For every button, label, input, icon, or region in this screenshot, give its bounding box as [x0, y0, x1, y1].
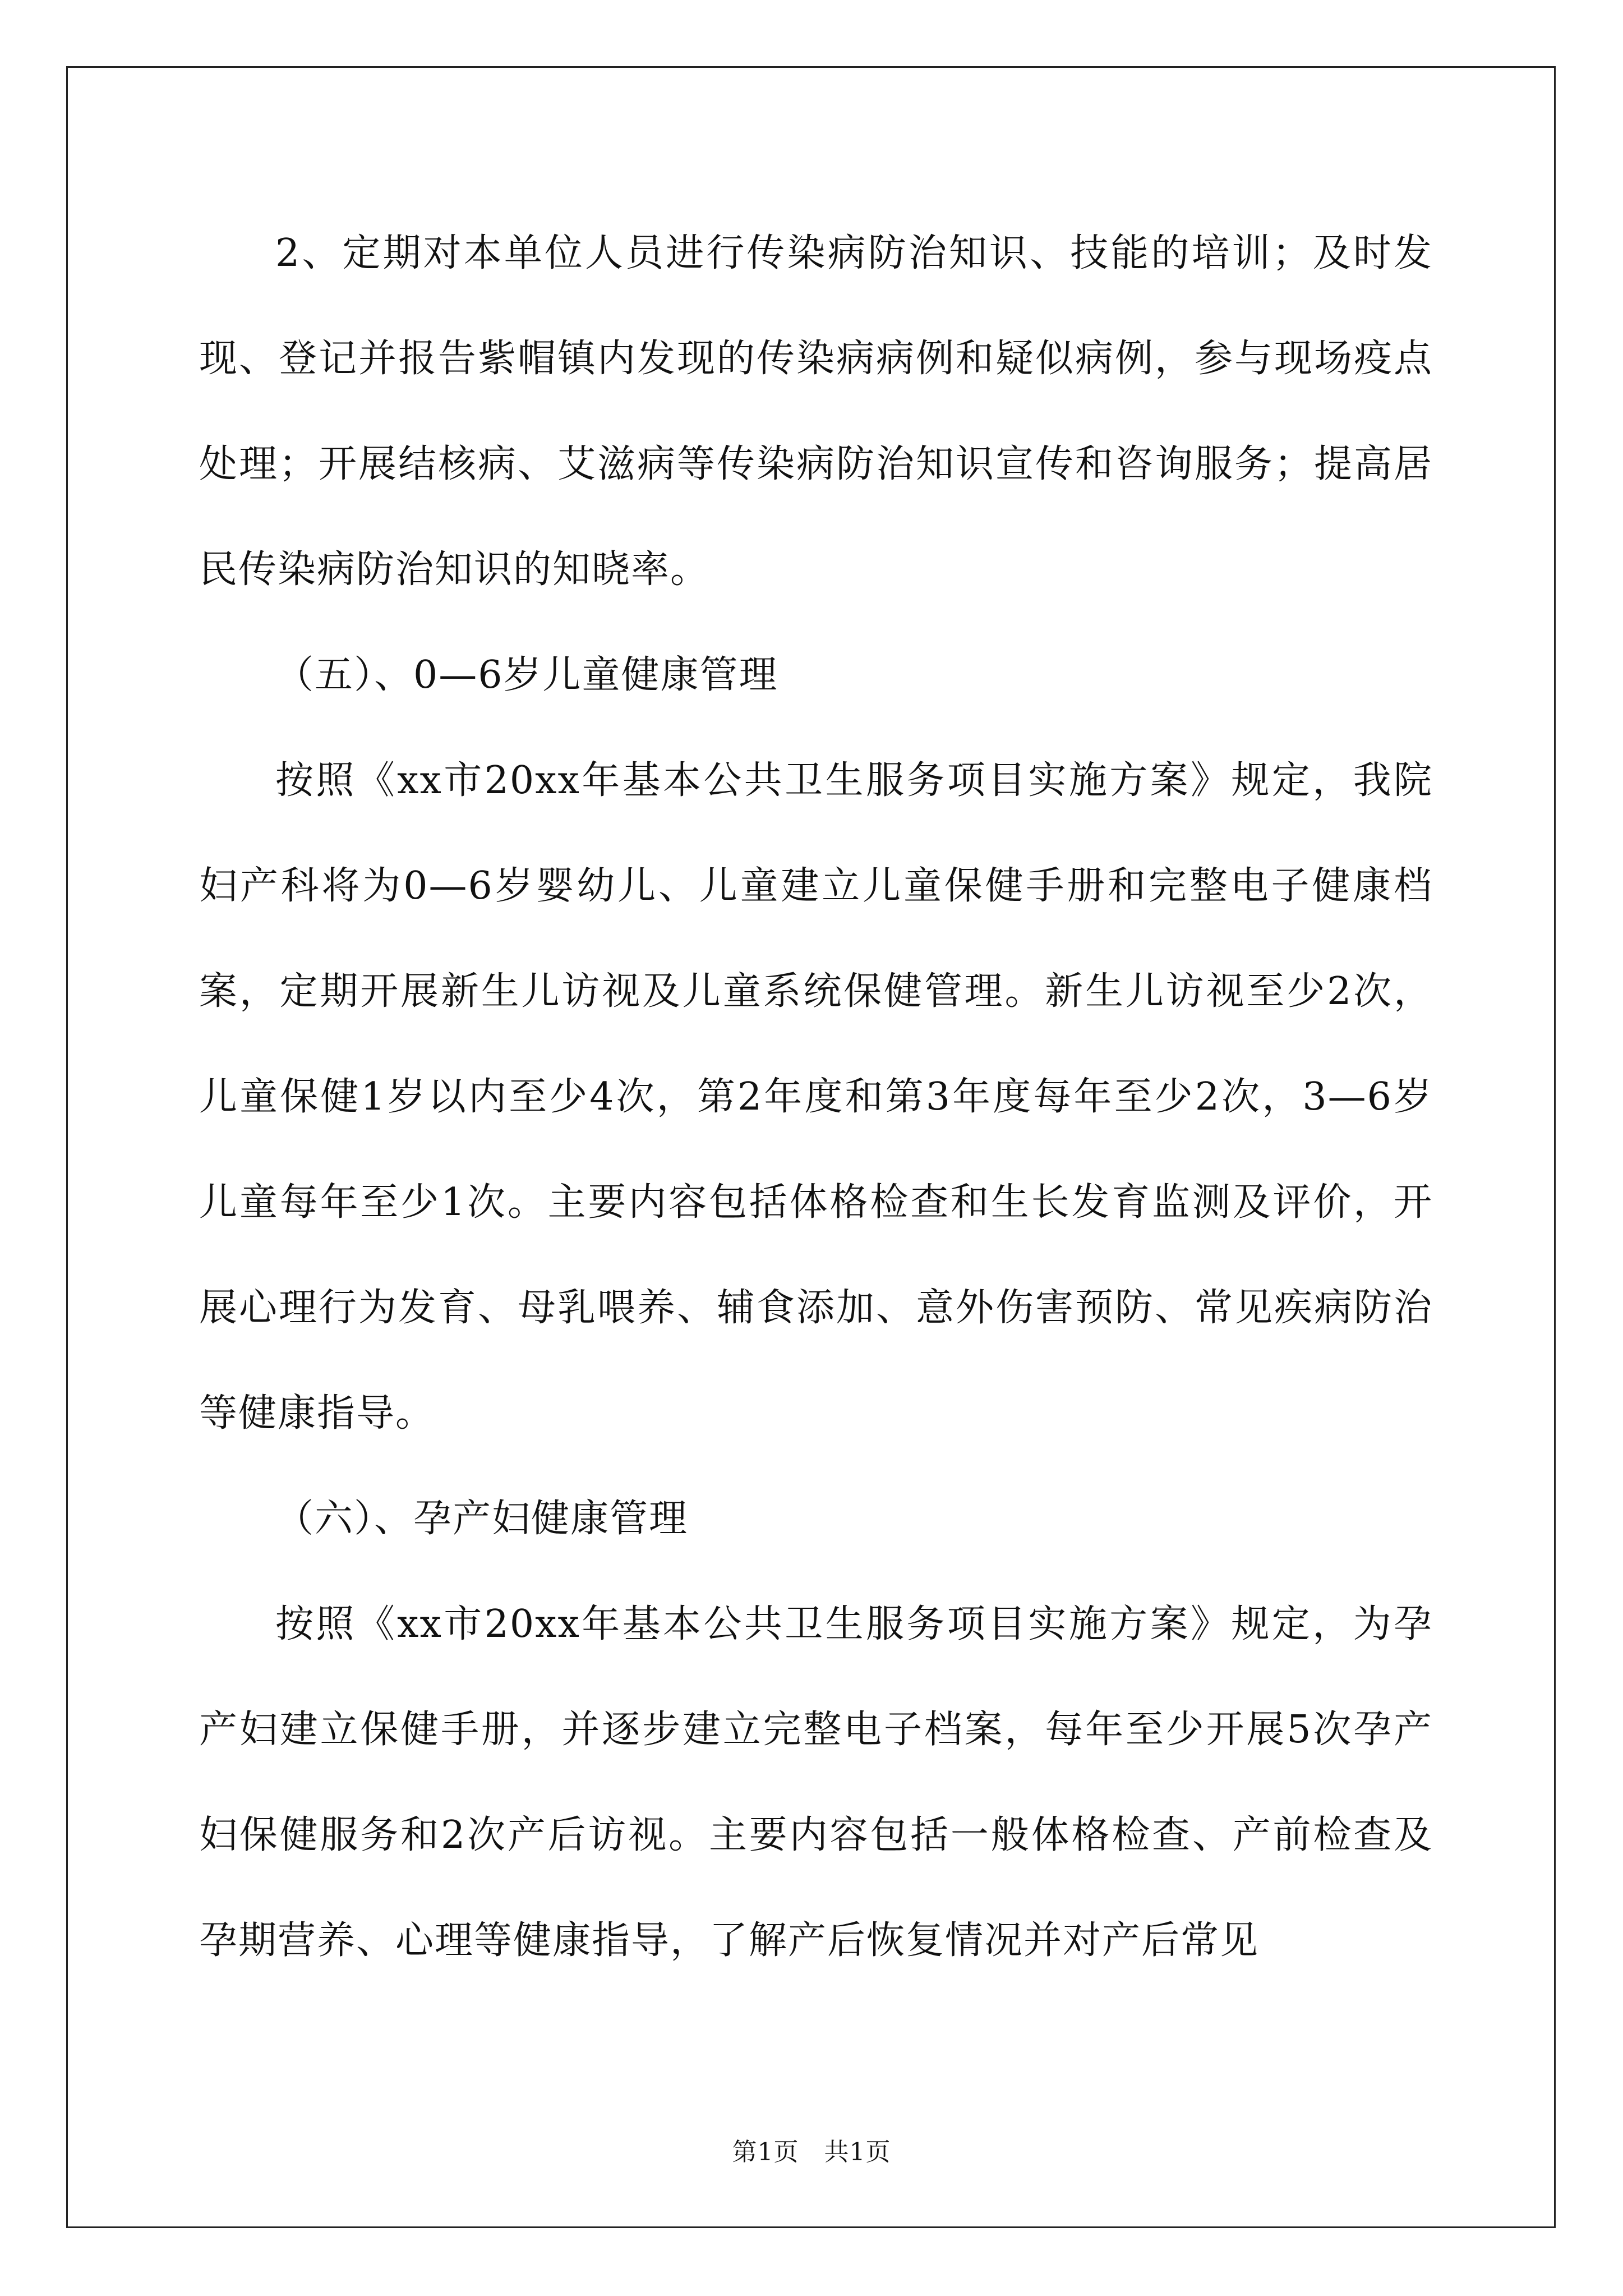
page-footer: 第1页 共1页 — [732, 2138, 891, 2166]
section-heading-maternal-health: （六）、孕产妇健康管理 — [275, 1497, 689, 1541]
paragraph-infectious-disease: 2、定期对本单位人员进行传染病防治知识、技能的培训；及时发现、登记并报告紫帽镇内发现的传染病病例和疑似病例，参与现场疫点处理；开展结核病、艾滋病等传染病防治知识宣传和咨询服务；提高居民传染病防治知识的知晓率。 — [199, 231, 1433, 592]
paragraph-maternal-health: 按照《xx市20xx年基本公共卫生服务项目实施方案》规定，为孕产妇建立保健手册，并逐步建立完整电子档案，每年至少开展5次孕产妇保健服务和2次产后访视。主要内容包括一般体格检查、产前检查及孕期营养、心理等健康指导，了解产后恢复情况并对产后常见 — [199, 1602, 1433, 1963]
paragraph-child-health: 按照《xx市20xx年基本公共卫生服务项目实施方案》规定，我院妇产科将为0—6岁婴幼儿、儿童建立儿童保健手册和完整电子健康档案，定期开展新生儿访视及儿童系统保健管理。新生儿访视至少2次，儿童保健1岁以内至少4次，第2年度和第3年度每年至少2次，3—6岁儿童每年至少1次。主要内容包括体格检查和生长发育监测及评价，开展心理行为发育、母乳喂养、辅食添加、意外伤害预防、常见疾病防治等健康指导。 — [199, 758, 1433, 1435]
section-heading-child-health: （五）、0—6岁儿童健康管理 — [275, 653, 778, 697]
document-body — [199, 201, 1433, 1994]
